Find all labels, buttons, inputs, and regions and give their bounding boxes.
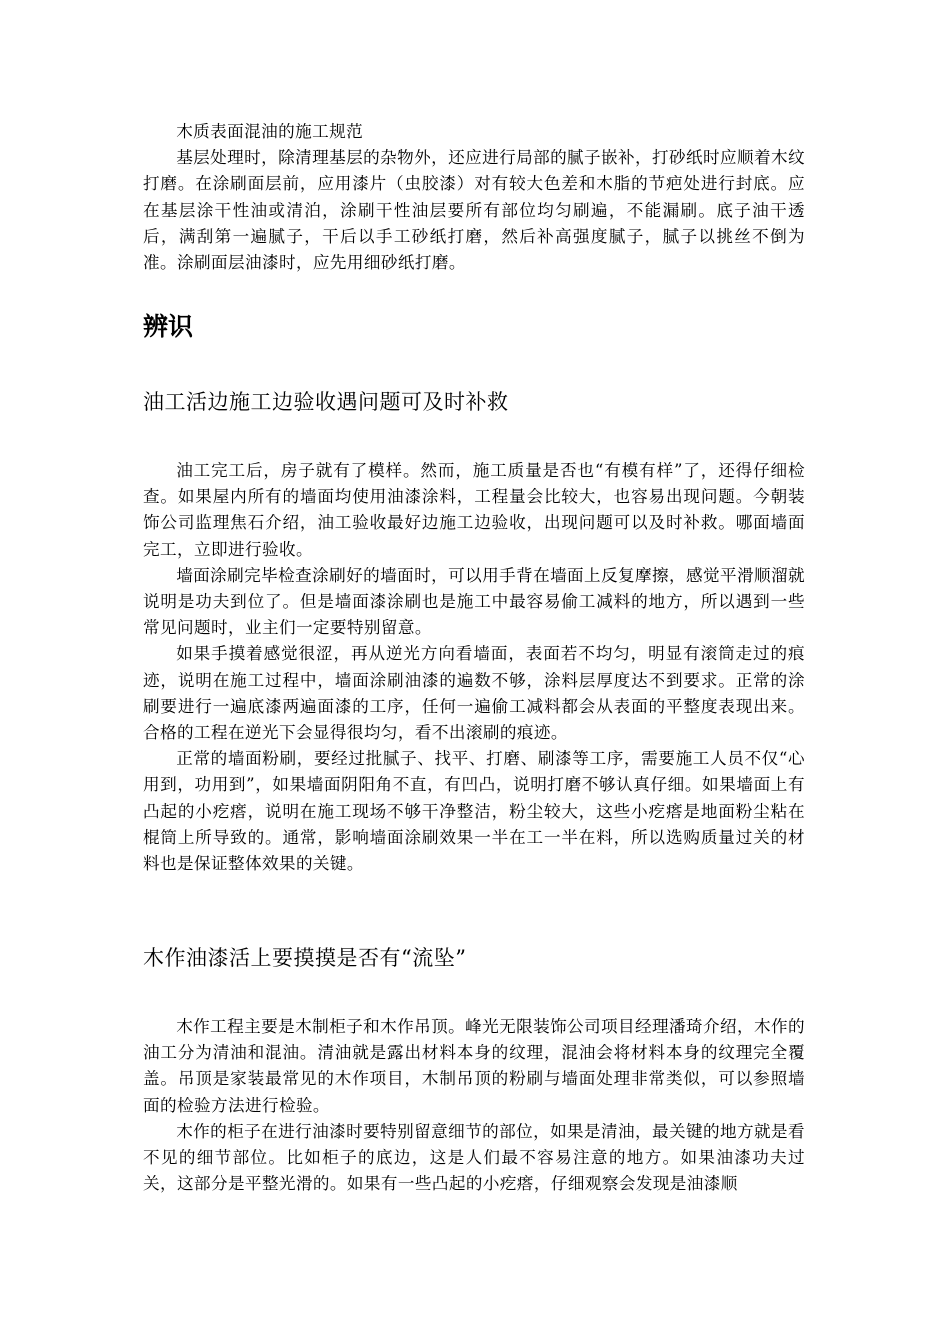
paragraph: 基层处理时，除清理基层的杂物外，还应进行局部的腻子嵌补，打砂纸时应顺着木纹打磨。在涂刷面层前，应用漆片（虫胶漆）对有较大色差和木脂的节疤处进行封底。应在基层涂干性油或清泊，涂刷干性油层要所有部位均匀刷遍，不能漏刷。底子油干透后，满刮第一遍腻子，干后以手工砂纸打磨，然后补高强度腻子，腻子以挑丝不倒为准。涂刷面层油漆时，应先用细砂纸打磨。 <box>143 148 805 273</box>
section-woodwork-paint <box>143 1014 805 1197</box>
paragraph: 如果手摸着感觉很涩，再从逆光方向看墙面，表面若不均匀，明显有滚筒走过的痕迹，说明在施工过程中，墙面涂刷油漆的遍数不够，涂料层厚度达不到要求。正常的涂刷要进行一遍底漆两遍面漆的工序，任何一遍偷工减料都会从表面的平整度表现出来。合格的工程在逆光下会显得很均匀，看不出滚刷的痕迹。 <box>143 644 805 743</box>
paragraph: 木作工程主要是木制柜子和木作吊顶。峰光无限装饰公司项目经理潘琦介绍，木作的油工分为清油和混油。清油就是露出材料本身的纹理，混油会将材料本身的纹理完全覆盖。吊顶是家装最常见的木作项目，木制吊顶的粉刷与墙面处理非常类似，可以参照墙面的检验方法进行检验。 <box>143 1017 805 1115</box>
paragraph: 正常的墙面粉刷，要经过批腻子、找平、打磨、刷漆等工序，需要施工人员不仅“心用到，功用到”，如果墙面阴阳角不直，有凹凸，说明打磨不够认真仔细。如果墙面上有凸起的小疙瘩，说明在施工现场不够干净整洁，粉尘较大，这些小疙瘩是地面粉尘粘在棍筒上所导致的。通常，影响墙面涂刷效果一半在工一半在料，所以选购质量过关的材料也是保证整体效果的关键。 <box>143 749 805 874</box>
heading-woodwork-paint: 木作油漆活上要摸摸是否有“流坠” <box>143 946 467 970</box>
section-wood-mixed-oil <box>143 119 805 276</box>
heading-paint-work-acceptance: 油工活边施工边验收遇问题可及时补救 <box>143 390 509 414</box>
paragraph: 油工完工后，房子就有了模样。然而，施工质量是否也“有模有样”了，还得仔细检查。如果屋内所有的墙面均使用油漆涂料，工程量会比较大，也容易出现问题。今朝装饰公司监理焦石介绍，油工验收最好边施工边验收，出现问题可以及时补救。哪面墙面完工，立即进行验收。 <box>143 461 805 559</box>
paragraph: 木作的柜子在进行油漆时要特别留意细节的部位，如果是清油，最关键的地方就是看不见的细节部位。比如柜子的底边，这是人们最不容易注意的地方。如果油漆功夫过关，这部分是平整光滑的。如果有一些凸起的小疙瘩，仔细观察会发现是油漆顺 <box>143 1121 805 1194</box>
section-title-wood-mixed-oil: 木质表面混油的施工规范 <box>176 122 364 141</box>
paragraph: 墙面涂刷完毕检查涂刷好的墙面时，可以用手背在墙面上反复摩擦，感觉平滑顺溜就说明是功夫到位了。但是墙面漆涂刷也是施工中最容易偷工减料的地方，所以遇到一些常见问题时，业主们一定要特别留意。 <box>143 565 805 638</box>
heading-identification: 辨识 <box>143 312 194 341</box>
section-paint-work-acceptance <box>143 458 805 877</box>
